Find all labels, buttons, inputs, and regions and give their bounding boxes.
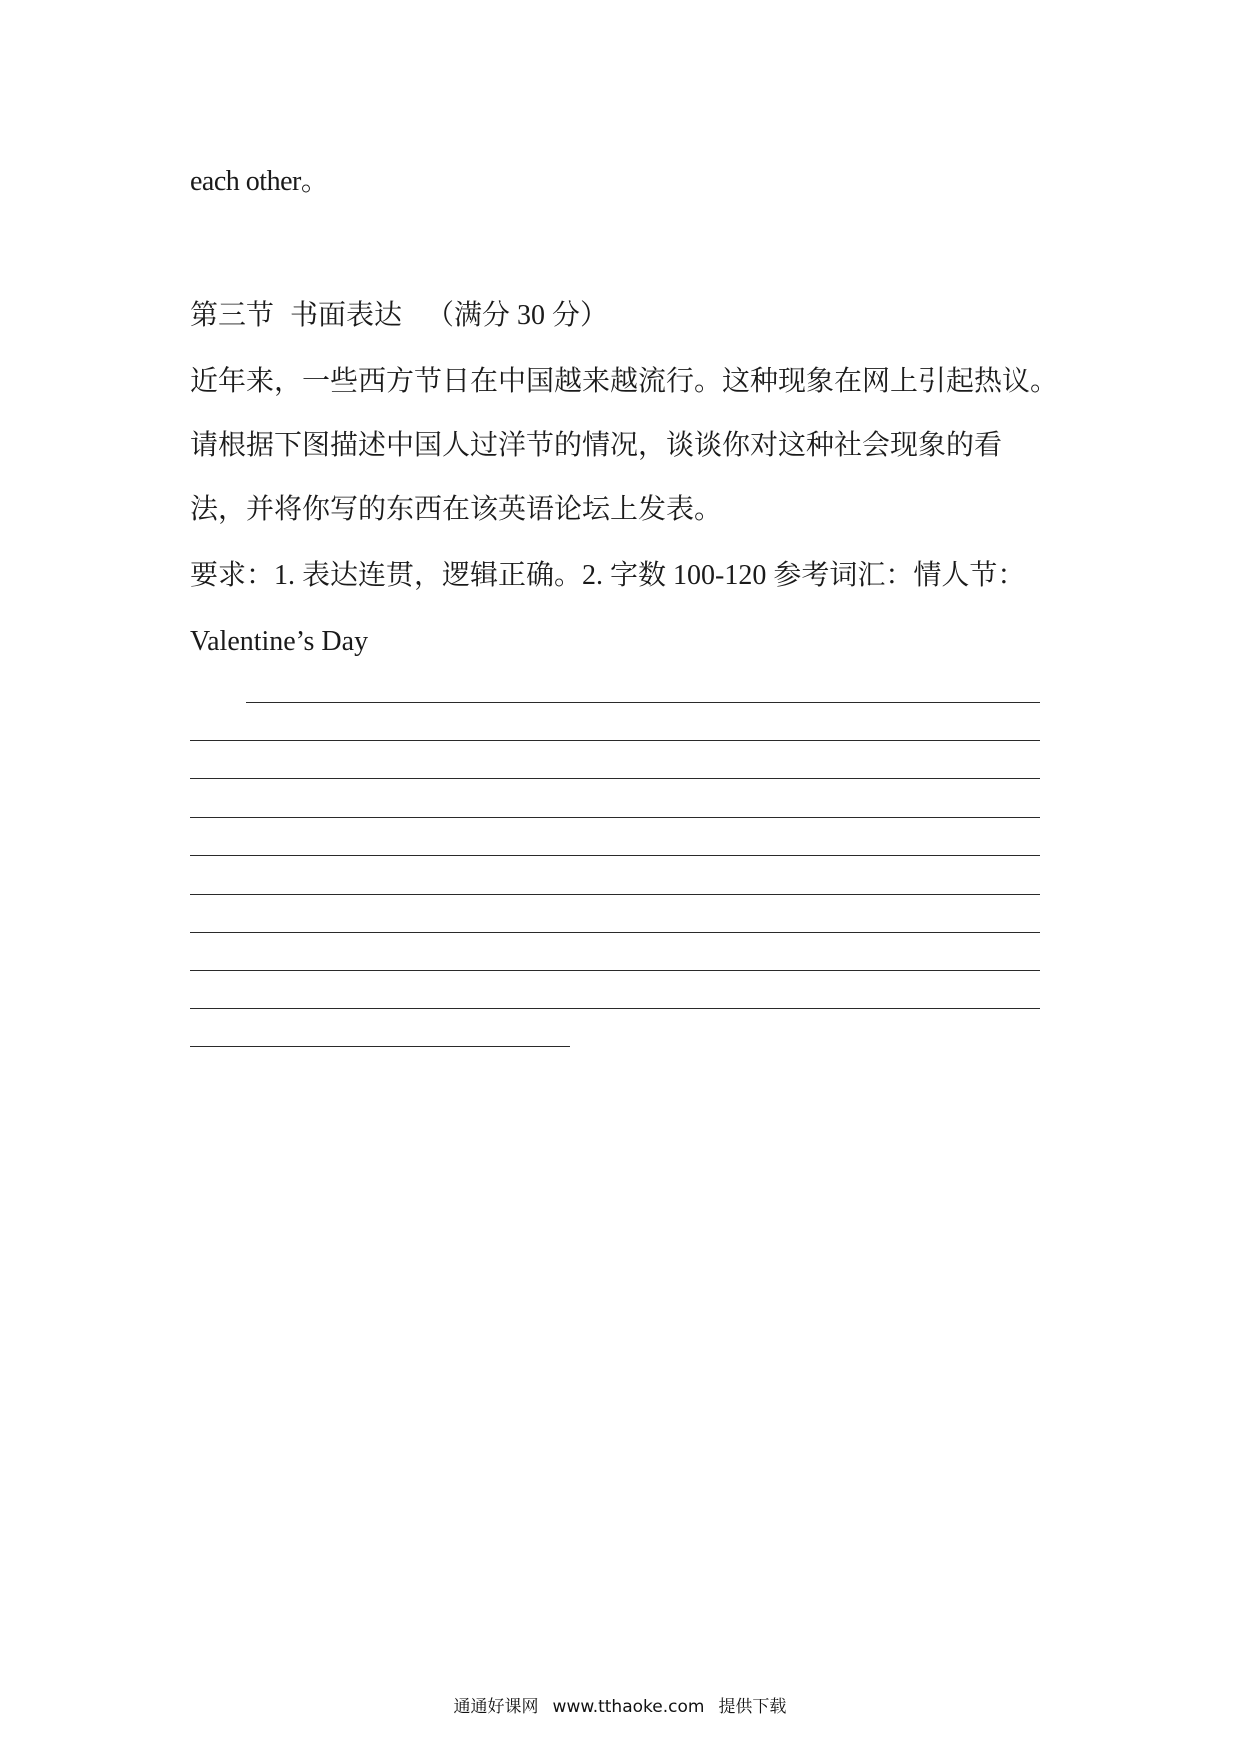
answer-line	[190, 740, 1040, 741]
page-footer	[0, 1696, 1240, 1718]
carryover-text: each other。	[190, 166, 329, 197]
footer-url: www.tthaoke.com	[552, 1697, 705, 1717]
section-number: 第三节	[190, 300, 275, 331]
answer-line	[190, 778, 1040, 779]
section-name: 书面表达	[290, 300, 403, 331]
prompt-line: 近年来，一些西方节日在中国越来越流行。这种现象在网上引起热议。	[190, 366, 1059, 397]
vocabulary-line: Valentine’s Day	[190, 626, 369, 657]
answer-line	[246, 702, 1040, 703]
footer-site-name: 通通好课网	[453, 1697, 539, 1717]
answer-line	[190, 1046, 570, 1047]
section-score: （满分 30 分）	[426, 300, 609, 331]
prompt-line: 请根据下图描述中国人过洋节的情况，谈谈你对这种社会现象的看	[190, 430, 1003, 461]
prompt-line: 法，并将你写的东西在该英语论坛上发表。	[190, 494, 723, 525]
answer-line	[190, 1008, 1040, 1009]
requirements-line: 要求：1. 表达连贯，逻辑正确。2. 字数 100-120 参考词汇：情人节：	[190, 560, 1026, 591]
footer-action: 提供下载	[718, 1697, 787, 1717]
answer-line	[190, 894, 1040, 895]
answer-line	[190, 817, 1040, 818]
answer-line	[190, 970, 1040, 971]
answer-line	[190, 855, 1040, 856]
answer-line	[190, 932, 1040, 933]
